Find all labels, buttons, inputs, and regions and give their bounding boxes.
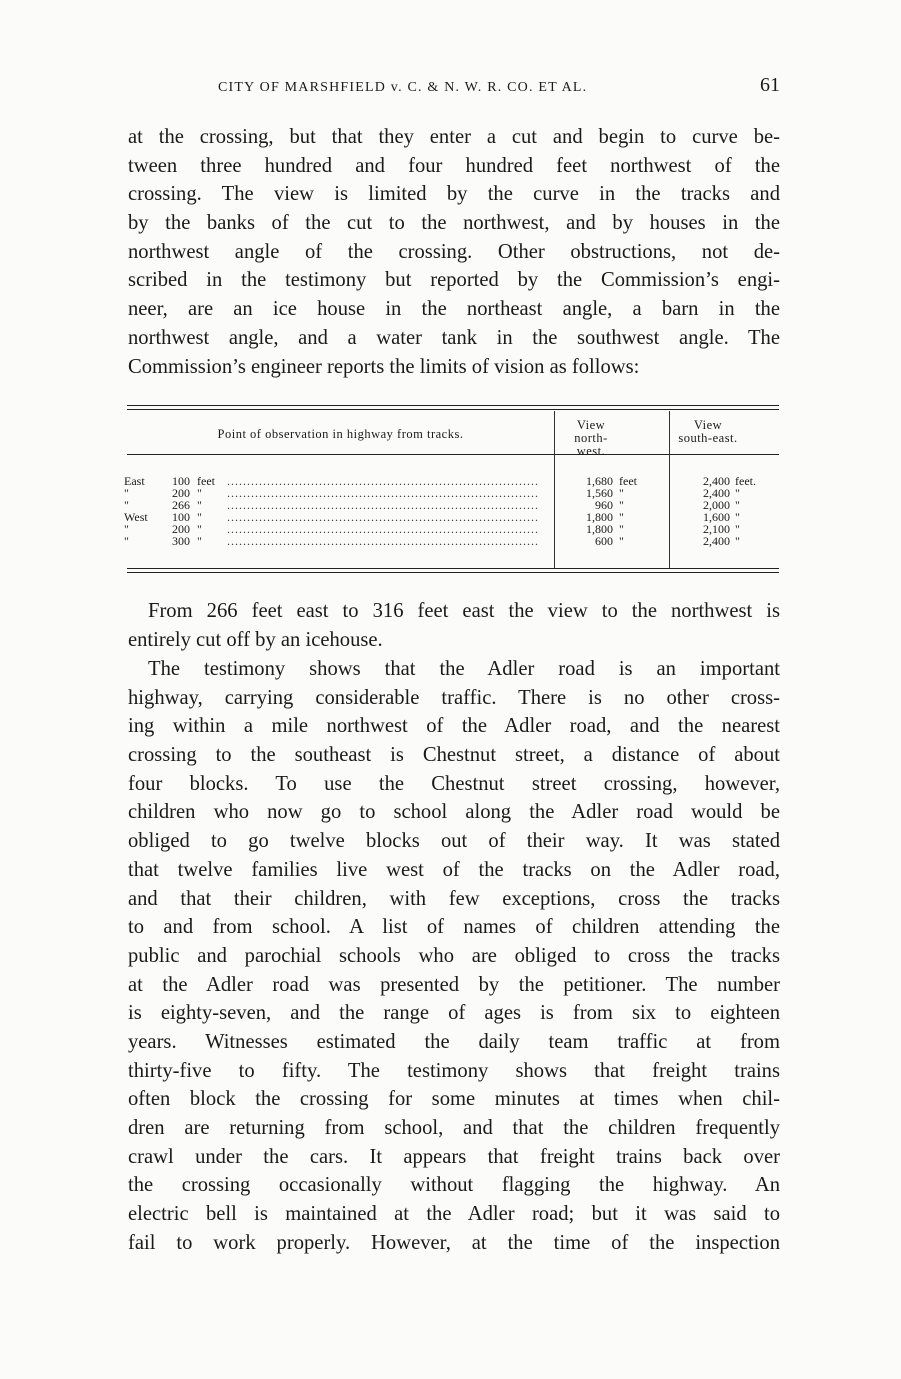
northwest-unit-cell: "	[619, 534, 624, 548]
text-line: dren are returning from school, and that the children frequently	[128, 1117, 780, 1139]
paragraph-view-limits	[128, 123, 780, 381]
northwest-view-cell: 1,800	[586, 522, 613, 536]
text-line: scribed in the testimony but reported by the Commission’s engi-	[128, 269, 780, 292]
text-line: The testimony shows that the Adler road is an important	[148, 658, 780, 680]
southeast-unit-cell: feet.	[735, 474, 756, 488]
table-row	[124, 486, 779, 500]
distance-cell: 200	[172, 522, 190, 536]
southeast-unit-cell: "	[735, 498, 740, 512]
northwest-unit-cell: "	[619, 522, 624, 536]
page-number: 61	[760, 74, 780, 96]
northwest-view-cell: 1,800	[586, 510, 613, 524]
text-line: highway, carrying considerable traffic. There is no other cross-	[128, 686, 780, 709]
text-line: electric bell is maintained at the Adler road; but it was said to	[128, 1203, 780, 1226]
text-line: obliged to go twelve blocks out of their way. It was stated	[128, 830, 780, 853]
southeast-view-cell: 2,400	[703, 534, 730, 548]
northwest-unit-cell: "	[619, 498, 624, 512]
table-top-rule-inner	[127, 409, 779, 410]
northwest-unit-cell: feet	[619, 474, 637, 488]
header-point-of-observation: Point of observation in highway from tracks.	[217, 427, 464, 441]
vision-limits-table	[124, 405, 779, 577]
leader-dots: ..............................................................................	[227, 523, 539, 535]
text-line: the crossing occasionally without flagging the highway. An	[128, 1174, 780, 1197]
text-line: From 266 feet east to 316 feet east the view to the northwest is	[148, 600, 780, 622]
text-line: entirely cut off by an icehouse.	[128, 628, 383, 651]
table-row	[124, 474, 779, 488]
southeast-unit-cell: "	[735, 510, 740, 524]
header-view-southeast: View south-east.	[678, 418, 738, 445]
distance-cell: 200	[172, 486, 190, 500]
text-line: by the banks of the cut to the northwest, and by houses in the	[128, 212, 780, 235]
text-line: Commission’s engineer reports the limits of vision as follows:	[128, 355, 640, 378]
direction-cell: West	[124, 510, 148, 524]
header-view-northwest: View north-west.	[574, 418, 608, 458]
distance-cell: 100	[172, 474, 190, 488]
text-line: crossing to the southeast is Chestnut street, a distance of about	[128, 744, 780, 767]
text-line: is eighty-seven, and the range of ages is from six to eighteen	[128, 1002, 780, 1025]
leader-dots: ..............................................................................	[227, 535, 539, 547]
text-line: that twelve families live west of the tracks on the Adler road,	[128, 858, 780, 881]
unit-cell: "	[197, 534, 202, 548]
leader-dots: ..............................................................................	[227, 511, 539, 523]
direction-cell: "	[124, 486, 129, 500]
text-line: years. Witnesses estimated the daily team traffic at from	[128, 1030, 780, 1053]
text-line: thirty-five to fifty. The testimony shows that freight trains	[128, 1059, 780, 1082]
direction-cell: "	[124, 522, 129, 536]
text-line: crossing. The view is limited by the curve in the tracks and	[128, 183, 780, 206]
text-line: to and from school. A list of names of children attending the	[128, 916, 780, 939]
text-line: often block the crossing for some minutes at times when chil-	[128, 1088, 780, 1111]
northwest-view-cell: 1,680	[586, 474, 613, 488]
text-line: children who now go to school along the Adler road would be	[128, 801, 780, 824]
table-row	[124, 534, 779, 548]
text-line: neer, are an ice house in the northeast angle, a barn in the	[128, 298, 780, 321]
text-line: northwest angle of the crossing. Other obstructions, not de-	[128, 240, 780, 263]
table-top-rule	[127, 405, 779, 406]
northwest-unit-cell: "	[619, 510, 624, 524]
distance-cell: 300	[172, 534, 190, 548]
southeast-view-cell: 2,400	[703, 486, 730, 500]
northwest-view-cell: 600	[595, 534, 613, 548]
table-bottom-rule	[127, 572, 779, 573]
southeast-unit-cell: "	[735, 522, 740, 536]
running-head	[128, 76, 780, 102]
text-line: at the crossing, but that they enter a cut and begin to curve be-	[128, 126, 780, 148]
table-header-rule	[127, 454, 779, 455]
northwest-view-cell: 960	[595, 498, 613, 512]
southeast-view-cell: 1,600	[703, 510, 730, 524]
table-row	[124, 510, 779, 524]
southeast-unit-cell: "	[735, 486, 740, 500]
table-row	[124, 522, 779, 536]
distance-cell: 266	[172, 498, 190, 512]
leader-dots: ..............................................................................	[227, 487, 539, 499]
text-line: ing within a mile northwest of the Adler road, and the nearest	[128, 715, 780, 738]
text-line: northwest angle, and a water tank in the southwest angle. The	[128, 326, 780, 349]
unit-cell: "	[197, 510, 202, 524]
paragraph-icehouse	[128, 597, 780, 654]
text-line: fail to work properly. However, at the time of the inspection	[128, 1231, 780, 1254]
direction-cell: "	[124, 534, 129, 548]
text-line: at the Adler road was presented by the petitioner. The number	[128, 973, 780, 996]
table-bottom-rule-inner	[127, 568, 779, 569]
southeast-unit-cell: "	[735, 534, 740, 548]
leader-dots: ..............................................................................	[227, 475, 539, 487]
text-line: crawl under the cars. It appears that freight trains back over	[128, 1145, 780, 1168]
leader-dots: ..............................................................................	[227, 499, 539, 511]
text-line: tween three hundred and four hundred feet northwest of the	[128, 154, 780, 177]
table-row	[124, 498, 779, 512]
distance-cell: 100	[172, 510, 190, 524]
text-line: four blocks. To use the Chestnut street crossing, however,	[128, 772, 780, 795]
paragraph-testimony	[128, 655, 780, 1257]
unit-cell: "	[197, 486, 202, 500]
running-title: CITY OF MARSHFIELD v. C. & N. W. R. CO. ET AL.	[218, 80, 588, 95]
southeast-view-cell: 2,100	[703, 522, 730, 536]
northwest-unit-cell: "	[619, 486, 624, 500]
text-line: public and parochial schools who are obliged to cross the tracks	[128, 944, 780, 967]
southeast-view-cell: 2,000	[703, 498, 730, 512]
text-line: and that their children, with few exceptions, cross the tracks	[128, 887, 780, 910]
southeast-view-cell: 2,400	[703, 474, 730, 488]
unit-cell: feet	[197, 474, 215, 488]
unit-cell: "	[197, 498, 202, 512]
direction-cell: "	[124, 498, 129, 512]
unit-cell: "	[197, 522, 202, 536]
northwest-view-cell: 1,560	[586, 486, 613, 500]
direction-cell: East	[124, 474, 145, 488]
